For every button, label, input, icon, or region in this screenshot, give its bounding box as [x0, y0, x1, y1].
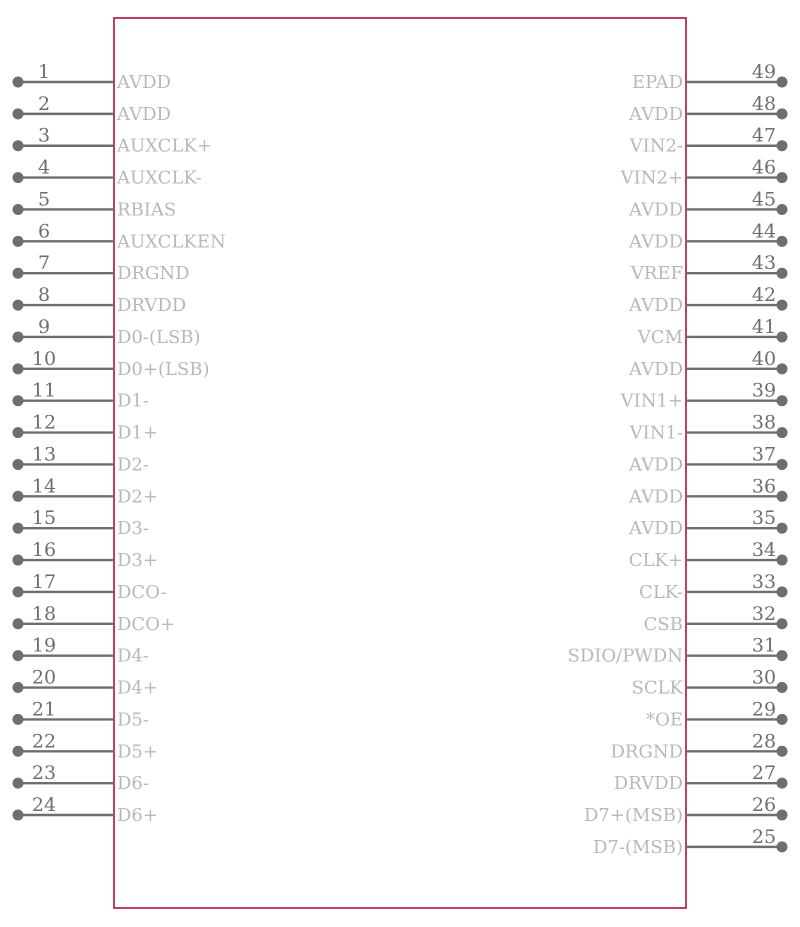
pin-endpoint-dot [13, 236, 24, 247]
pin-endpoint-dot [13, 331, 24, 342]
pin-number: 7 [37, 252, 51, 275]
pin-name: DCO+ [117, 613, 176, 635]
pin-name: DRVDD [613, 773, 683, 795]
pin-number: 45 [751, 188, 777, 211]
pin-number: 28 [751, 730, 777, 753]
pin-number: 41 [751, 315, 777, 338]
pin-endpoint-dot [777, 108, 788, 119]
pin-number: 21 [31, 698, 57, 721]
pin-1 [13, 61, 171, 93]
pin-44 [628, 220, 787, 252]
pin-endpoint-dot [777, 395, 788, 406]
pin-endpoint-dot [777, 810, 788, 821]
pin-name: D4+ [117, 677, 158, 699]
pin-endpoint-dot [13, 363, 24, 374]
pin-endpoint-dot [777, 268, 788, 279]
pin-27 [614, 762, 788, 794]
pin-name: D5- [117, 709, 149, 731]
pin-endpoint-dot [13, 491, 24, 502]
pin-endpoint-dot [13, 140, 24, 151]
pin-23 [13, 762, 149, 794]
pin-name: AVDD [117, 72, 171, 93]
pin-number: 16 [31, 539, 57, 562]
pin-name: RBIAS [117, 199, 177, 221]
pin-name: *OE [646, 709, 683, 731]
pin-name: D1- [117, 390, 149, 412]
pin-endpoint-dot [777, 523, 788, 534]
pin-name: AVDD [629, 103, 683, 125]
pin-15 [13, 507, 149, 539]
pin-17 [13, 571, 167, 603]
pin-name: CSB [643, 613, 683, 635]
pin-endpoint-dot [777, 140, 788, 151]
pin-name: AUXCLK+ [117, 135, 212, 157]
pin-name: AUXCLKEN [117, 231, 226, 253]
pin-16 [13, 539, 158, 571]
pin-endpoint-dot [777, 682, 788, 693]
pin-endpoint-dot [777, 236, 788, 247]
pin-45 [628, 188, 787, 220]
pin-endpoint-dot [777, 172, 788, 183]
pin-number: 19 [31, 634, 57, 657]
pin-name: D7+(MSB) [584, 805, 683, 827]
pin-number: 12 [31, 411, 57, 434]
pin-endpoint-dot [13, 204, 24, 215]
pin-endpoint-dot [777, 650, 788, 661]
pin-number: 17 [31, 570, 57, 593]
pin-21 [13, 698, 149, 730]
pin-number: 22 [31, 730, 57, 753]
pin-number: 36 [751, 475, 777, 498]
pin-33 [639, 571, 787, 603]
pin-number: 14 [31, 475, 57, 498]
pin-48 [628, 93, 787, 125]
pin-38 [629, 412, 788, 444]
pin-4 [13, 157, 202, 189]
pin-number: 2 [37, 92, 51, 115]
pin-number: 47 [751, 124, 777, 147]
pin-endpoint-dot [777, 77, 788, 88]
pin-endpoint-dot [13, 172, 24, 183]
pin-name: VIN2+ [620, 167, 683, 189]
pin-endpoint-dot [13, 810, 24, 821]
pin-number: 3 [37, 124, 51, 147]
pin-endpoint-dot [777, 841, 788, 852]
pin-18 [13, 603, 176, 635]
pin-number: 1 [37, 61, 51, 83]
pin-36 [628, 475, 787, 507]
pin-name: D0+(LSB) [117, 358, 210, 380]
pin-endpoint-dot [777, 459, 788, 470]
pin-name: D1+ [117, 422, 158, 444]
pin-12 [13, 412, 158, 444]
pin-14 [13, 475, 158, 507]
pin-endpoint-dot [777, 586, 788, 597]
pin-number: 9 [37, 315, 51, 338]
pin-20 [13, 667, 158, 699]
pin-number: 8 [37, 284, 51, 307]
pin-number: 10 [31, 347, 57, 370]
pin-endpoint-dot [13, 555, 24, 566]
pin-name: DRGND [117, 263, 190, 285]
pin-name: D3- [117, 518, 149, 540]
pin-number: 24 [31, 794, 57, 817]
pin-name: AVDD [629, 518, 683, 540]
pin-number: 33 [751, 570, 777, 593]
left-pin-group [13, 61, 226, 826]
pin-name: VIN1- [629, 422, 683, 444]
pin-24 [13, 794, 158, 826]
pin-endpoint-dot [13, 523, 24, 534]
pin-name: VIN1+ [620, 390, 683, 412]
pin-32 [644, 603, 788, 635]
pin-9 [13, 316, 201, 348]
pin-number: 13 [31, 443, 57, 466]
pin-25 [593, 826, 788, 858]
pin-name: AVDD [629, 486, 683, 508]
pin-name: CLK- [639, 581, 683, 603]
pin-name: D2+ [117, 486, 158, 508]
pin-37 [628, 443, 787, 475]
pin-endpoint-dot [777, 778, 788, 789]
pin-endpoint-dot [13, 300, 24, 311]
pin-name: CLK+ [628, 550, 683, 572]
pin-number: 5 [37, 188, 51, 211]
pin-endpoint-dot [13, 618, 24, 629]
pin-name: AVDD [117, 103, 171, 125]
pin-6 [13, 220, 226, 252]
pin-name: D6+ [117, 805, 158, 827]
pin-29 [646, 698, 787, 730]
pin-number: 44 [751, 220, 777, 243]
pin-endpoint-dot [13, 746, 24, 757]
pin-10 [13, 348, 210, 380]
right-pin-group [568, 61, 788, 858]
pin-7 [13, 252, 190, 284]
pin-endpoint-dot [13, 77, 24, 88]
pin-endpoint-dot [13, 395, 24, 406]
pin-name: EPAD [631, 72, 683, 93]
pin-name: SCLK [631, 677, 683, 699]
pin-endpoint-dot [13, 650, 24, 661]
pin-42 [628, 284, 787, 316]
pin-endpoint-dot [13, 586, 24, 597]
pin-name: DCO- [117, 581, 167, 603]
pin-number: 46 [751, 156, 777, 179]
pin-endpoint-dot [777, 363, 788, 374]
pin-endpoint-dot [777, 746, 788, 757]
pin-number: 23 [31, 762, 57, 785]
pin-name: DRGND [610, 741, 683, 763]
pin-endpoint-dot [777, 618, 788, 629]
pin-number: 38 [751, 411, 777, 434]
pin-name: VREF [630, 263, 683, 285]
pin-40 [628, 348, 787, 380]
pin-43 [630, 252, 788, 284]
pin-endpoint-dot [13, 778, 24, 789]
pin-number: 27 [751, 762, 777, 785]
pin-endpoint-dot [13, 459, 24, 470]
pin-endpoint-dot [13, 714, 24, 725]
pin-name: AVDD [629, 231, 683, 253]
pin-35 [628, 507, 787, 539]
pin-endpoint-dot [777, 714, 788, 725]
pin-number: 40 [751, 347, 777, 370]
pin-number: 18 [31, 602, 57, 625]
pin-name: D5+ [117, 741, 158, 763]
pin-number: 48 [751, 92, 777, 115]
pin-number: 6 [37, 220, 51, 243]
pin-name: AVDD [629, 454, 683, 476]
pin-endpoint-dot [13, 682, 24, 693]
pin-34 [629, 539, 788, 571]
pin-endpoint-dot [777, 555, 788, 566]
pin-2 [13, 93, 171, 125]
pin-22 [13, 730, 158, 762]
pin-49 [632, 61, 788, 93]
pin-name: VIN2- [629, 135, 683, 157]
pin-name: DRVDD [117, 295, 187, 317]
pin-8 [13, 284, 187, 316]
pin-11 [13, 380, 149, 412]
pin-19 [13, 635, 149, 667]
pin-number: 29 [751, 698, 777, 721]
pin-46 [620, 157, 788, 189]
pin-41 [637, 316, 788, 348]
pin-name: D4- [117, 645, 149, 667]
pin-endpoint-dot [777, 331, 788, 342]
pin-name: D7-(MSB) [593, 836, 683, 858]
pin-number: 30 [751, 666, 777, 689]
pin-name: AVDD [629, 199, 683, 221]
pin-endpoint-dot [777, 427, 788, 438]
pin-endpoint-dot [13, 268, 24, 279]
pin-number: 35 [751, 507, 777, 530]
pin-30 [631, 667, 787, 699]
pin-number: 49 [751, 61, 777, 83]
pin-endpoint-dot [777, 300, 788, 311]
pin-number: 43 [751, 252, 777, 275]
pin-name: AVDD [629, 295, 683, 317]
pin-endpoint-dot [777, 204, 788, 215]
pin-number: 11 [31, 379, 57, 402]
pin-number: 39 [751, 379, 777, 402]
pin-endpoint-dot [13, 108, 24, 119]
pin-number: 37 [751, 443, 777, 466]
pin-number: 42 [751, 284, 777, 307]
pin-number: 25 [751, 825, 777, 848]
pin-number: 4 [37, 156, 51, 179]
pin-name: SDIO/PWDN [567, 645, 683, 667]
pin-name: AVDD [629, 358, 683, 380]
pin-name: VCM [637, 326, 683, 348]
pin-number: 32 [751, 602, 777, 625]
pin-name: D0-(LSB) [117, 326, 201, 348]
pin-47 [629, 125, 788, 157]
pin-28 [610, 730, 787, 762]
pin-number: 26 [751, 794, 777, 817]
pin-number: 34 [751, 539, 777, 562]
pin-endpoint-dot [777, 491, 788, 502]
pin-31 [568, 635, 788, 667]
pin-name: AUXCLK- [117, 167, 202, 189]
pin-39 [620, 380, 788, 412]
pin-13 [13, 443, 149, 475]
pin-number: 20 [31, 666, 57, 689]
pin-name: D2- [117, 454, 149, 476]
pin-name: D6- [117, 773, 149, 795]
pin-number: 15 [31, 507, 57, 530]
pin-number: 31 [751, 634, 777, 657]
pin-5 [13, 188, 177, 220]
pin-name: D3+ [117, 550, 158, 572]
pin-3 [13, 125, 212, 157]
pin-endpoint-dot [13, 427, 24, 438]
